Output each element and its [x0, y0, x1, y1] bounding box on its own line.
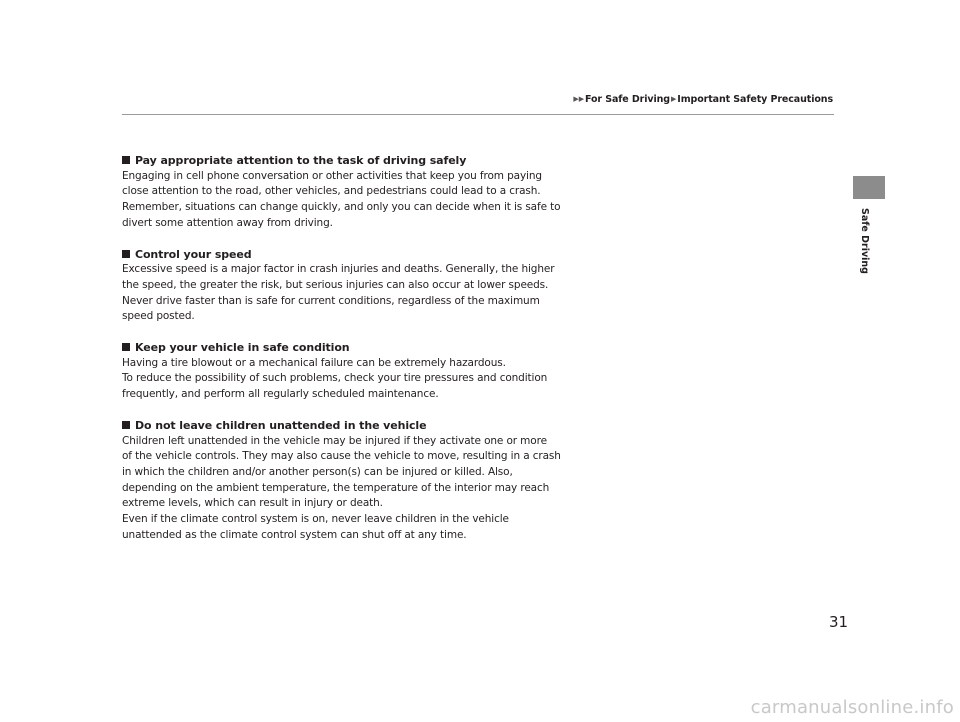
section-heading-text: Control your speed: [135, 247, 252, 261]
square-bullet-icon: [122, 343, 130, 351]
breadcrumb: [572, 94, 833, 105]
breadcrumb-arrow-icon: ▶▶: [573, 95, 584, 103]
body-line: in which the children and/or another person(s) can be injured or killed. Also,: [122, 465, 513, 478]
body-line: the speed, the greater the risk, but serious injuries can also occur at lower speeds.: [122, 278, 549, 291]
section-heading: [122, 247, 562, 263]
section-vehicle-condition: [122, 340, 562, 403]
body-line: divert some attention away from driving.: [122, 216, 333, 229]
section-heading-text: Pay appropriate attention to the task of driving safely: [135, 154, 467, 167]
square-bullet-icon: [122, 250, 130, 258]
section-attention: [122, 153, 562, 232]
section-heading-text: Do not leave children unattended in the vehicle: [135, 418, 427, 432]
square-bullet-icon: [122, 156, 130, 164]
body-line: Never drive faster than is safe for current conditions, regardless of the maximum: [122, 294, 540, 307]
section-heading-text: Keep your vehicle in safe condition: [135, 341, 350, 355]
main-content: [122, 153, 562, 558]
body-line: Children left unattended in the vehicle may be injured if they activate one or more: [122, 434, 547, 447]
body-line: close attention to the road, other vehicles, and pedestrians could lead to a crash.: [122, 185, 541, 198]
section-heading: [122, 340, 562, 356]
body-line: extreme levels, which can result in injury or death.: [122, 497, 383, 510]
body-line: Engaging in cell phone conversation or other activities that keep you from paying: [122, 169, 542, 182]
body-line: speed posted.: [122, 310, 195, 323]
section-children: [122, 418, 562, 544]
page-number: 31: [829, 613, 849, 631]
breadcrumb-arrow-icon: ▶: [670, 95, 677, 103]
body-line: depending on the ambient temperature, the temperature of the interior may reach: [122, 481, 550, 494]
chapter-tab-marker[interactable]: [853, 176, 885, 199]
chapter-tab-label[interactable]: Safe Driving: [859, 208, 870, 274]
section-speed: [122, 247, 562, 326]
section-heading: [122, 418, 562, 434]
body-line: To reduce the possibility of such problems, check your tire pressures and condition: [122, 372, 548, 385]
section-body: [122, 169, 562, 232]
section-body: [122, 356, 562, 403]
body-line: Excessive speed is a major factor in crash injuries and deaths. Generally, the higher: [122, 263, 555, 276]
section-heading: [122, 153, 562, 169]
body-line: unattended as the climate control system can shut off at any time.: [122, 528, 467, 541]
body-line: Having a tire blowout or a mechanical failure can be extremely hazardous.: [122, 356, 506, 369]
square-bullet-icon: [122, 421, 130, 429]
body-line: frequently, and perform all regularly scheduled maintenance.: [122, 388, 439, 401]
section-body: [122, 262, 562, 325]
breadcrumb-item-important-safety-precautions[interactable]: Important Safety Precautions: [677, 94, 833, 105]
header-divider: [122, 114, 834, 115]
breadcrumb-item-for-safe-driving[interactable]: For Safe Driving: [584, 94, 670, 105]
section-body: [122, 434, 562, 544]
body-line: of the vehicle controls. They may also cause the vehicle to move, resulting in a crash: [122, 450, 561, 463]
body-line: Even if the climate control system is on, never leave children in the vehicle: [122, 513, 509, 526]
body-line: Remember, situations can change quickly, and only you can decide when it is safe to: [122, 201, 561, 214]
watermark: carmanualsonline.info: [750, 697, 954, 718]
